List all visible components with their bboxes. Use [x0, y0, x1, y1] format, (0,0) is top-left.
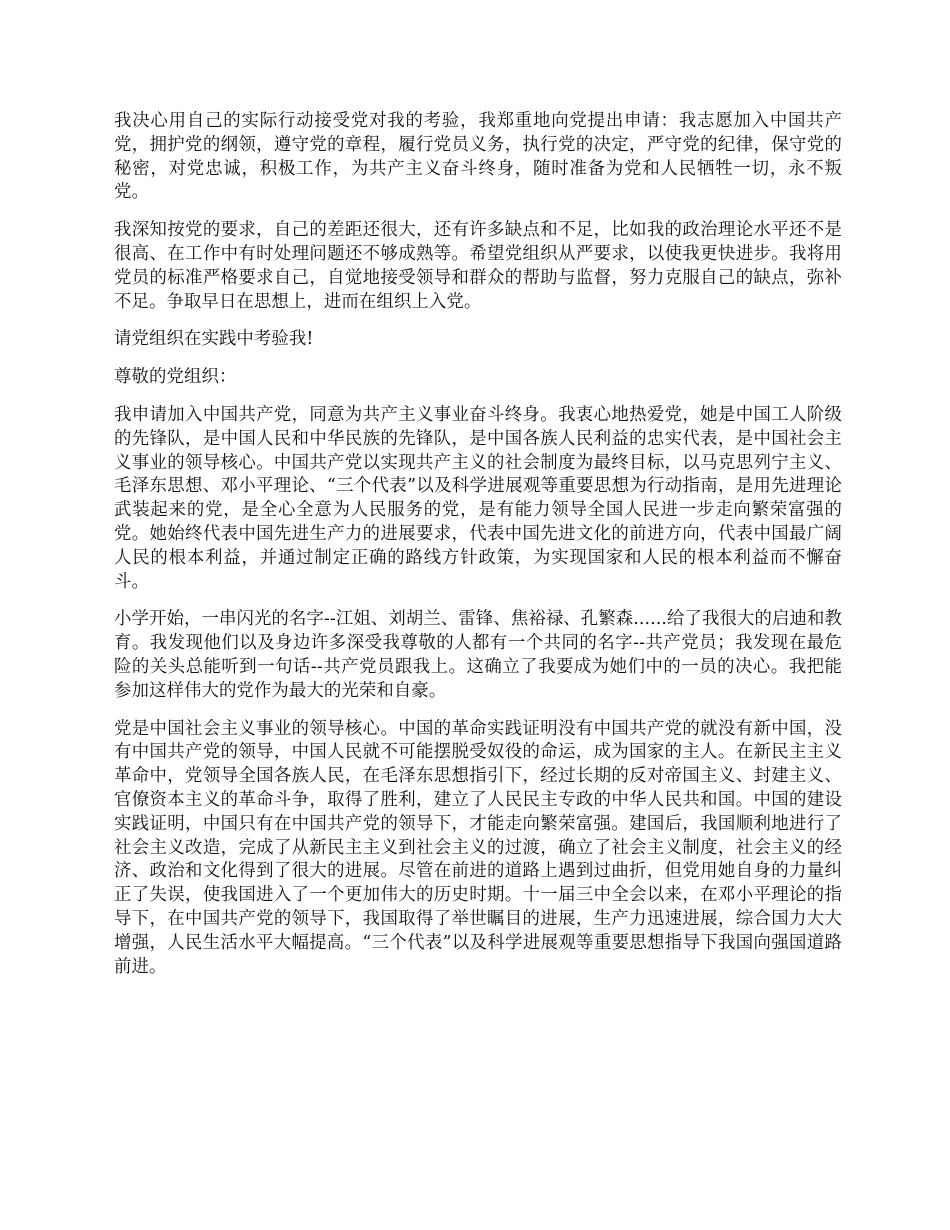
paragraph: 小学开始，一串闪光的名字--江姐、刘胡兰、雷锋、焦裕禄、孔繁森......给了我很大的启迪和教育。我发现他们以及身边许多深受我尊敬的人都有一个共同的名字--共产党员；我发现在最危险的关头总能听到一句话--共产党员跟我上。这确立了我要成为她们中的一员的决心。我把能参加这样伟大的党作为最大的光荣和自豪。 — [114, 609, 842, 701]
salutation: 尊敬的党组织： — [114, 367, 237, 388]
paragraph: 党是中国社会主义事业的领导核心。中国的革命实践证明没有中国共产党的就没有新中国，没有中国共产党的领导，中国人民就不可能摆脱受奴役的命运，成为国家的主人。在新民主主义革命中，党领导全国各族人民，在毛泽东思想指引下，经过长期的反对帝国主义、封建主义、官僚资本主义的革命斗争，取得了胜利，建立了人民民主专政的中华人民共和国。中国的建设实践证明，中国只有在中国共产党的领导下，才能走向繁荣富强。建国后，我国顺利地进行了社会主义改造，完成了从新民主主义到社会主义的过渡，确立了社会主义制度，社会主义的经济、政治和文化得到了很大的进展。尽管在前进的道路上遇到过曲折，但党用她自身的力量纠正了失误，使我国进入了一个更加伟大的历史时期。十一届三中全会以来，在邓小平理论的指导下，在中国共产党的领导下，我国取得了举世瞩目的进展，生产力迅速进展，综合国力大大增强，人民生活水平大幅提高。“三个代表”以及科学进展观等重要思想指导下我国向强国道路前进。 — [114, 718, 842, 977]
document-page — [114, 110, 842, 993]
paragraph: 我决心用自己的实际行动接受党对我的考验，我郑重地向党提出申请：我志愿加入中国共产党，拥护党的纲领，遵守党的章程，履行党员义务，执行党的决定，严守党的纪律，保守党的秘密，对党忠诚，积极工作，为共产主义奋斗终身，随时准备为党和人民牺牲一切，永不叛党。 — [114, 111, 842, 203]
paragraph: 请党组织在实践中考验我! — [114, 329, 314, 350]
paragraph: 我深知按党的要求，自己的差距还很大，还有许多缺点和不足，比如我的政治理论水平还不是很高、在工作中有时处理问题还不够成熟等。希望党组织从严要求，以使我更快进步。我将用党员的标准严格要求自己，自觉地接受领导和群众的帮助与监督，努力克服自己的缺点，弥补不足。争取早日在思想上，进而在组织上入党。 — [114, 220, 842, 312]
paragraph: 我申请加入中国共产党，同意为共产主义事业奋斗终身。我衷心地热爱党，她是中国工人阶级的先锋队，是中国人民和中华民族的先锋队，是中国各族人民利益的忠实代表，是中国社会主义事业的领导核心。中国共产党以实现共产主义的社会制度为最终目标，以马克思列宁主义、毛泽东思想、邓小平理论、“三个代表”以及科学进展观等重要思想为行动指南，是用先进理论武装起来的党，是全心全意为人民服务的党，是有能力领导全国人民进一步走向繁荣富强的党。她始终代表中国先进生产力的进展要求，代表中国先进文化的前进方向，代表中国最广阔人民的根本利益，并通过制定正确的路线方针政策，为实现国家和人民的根本利益而不懈奋斗。 — [114, 404, 842, 592]
